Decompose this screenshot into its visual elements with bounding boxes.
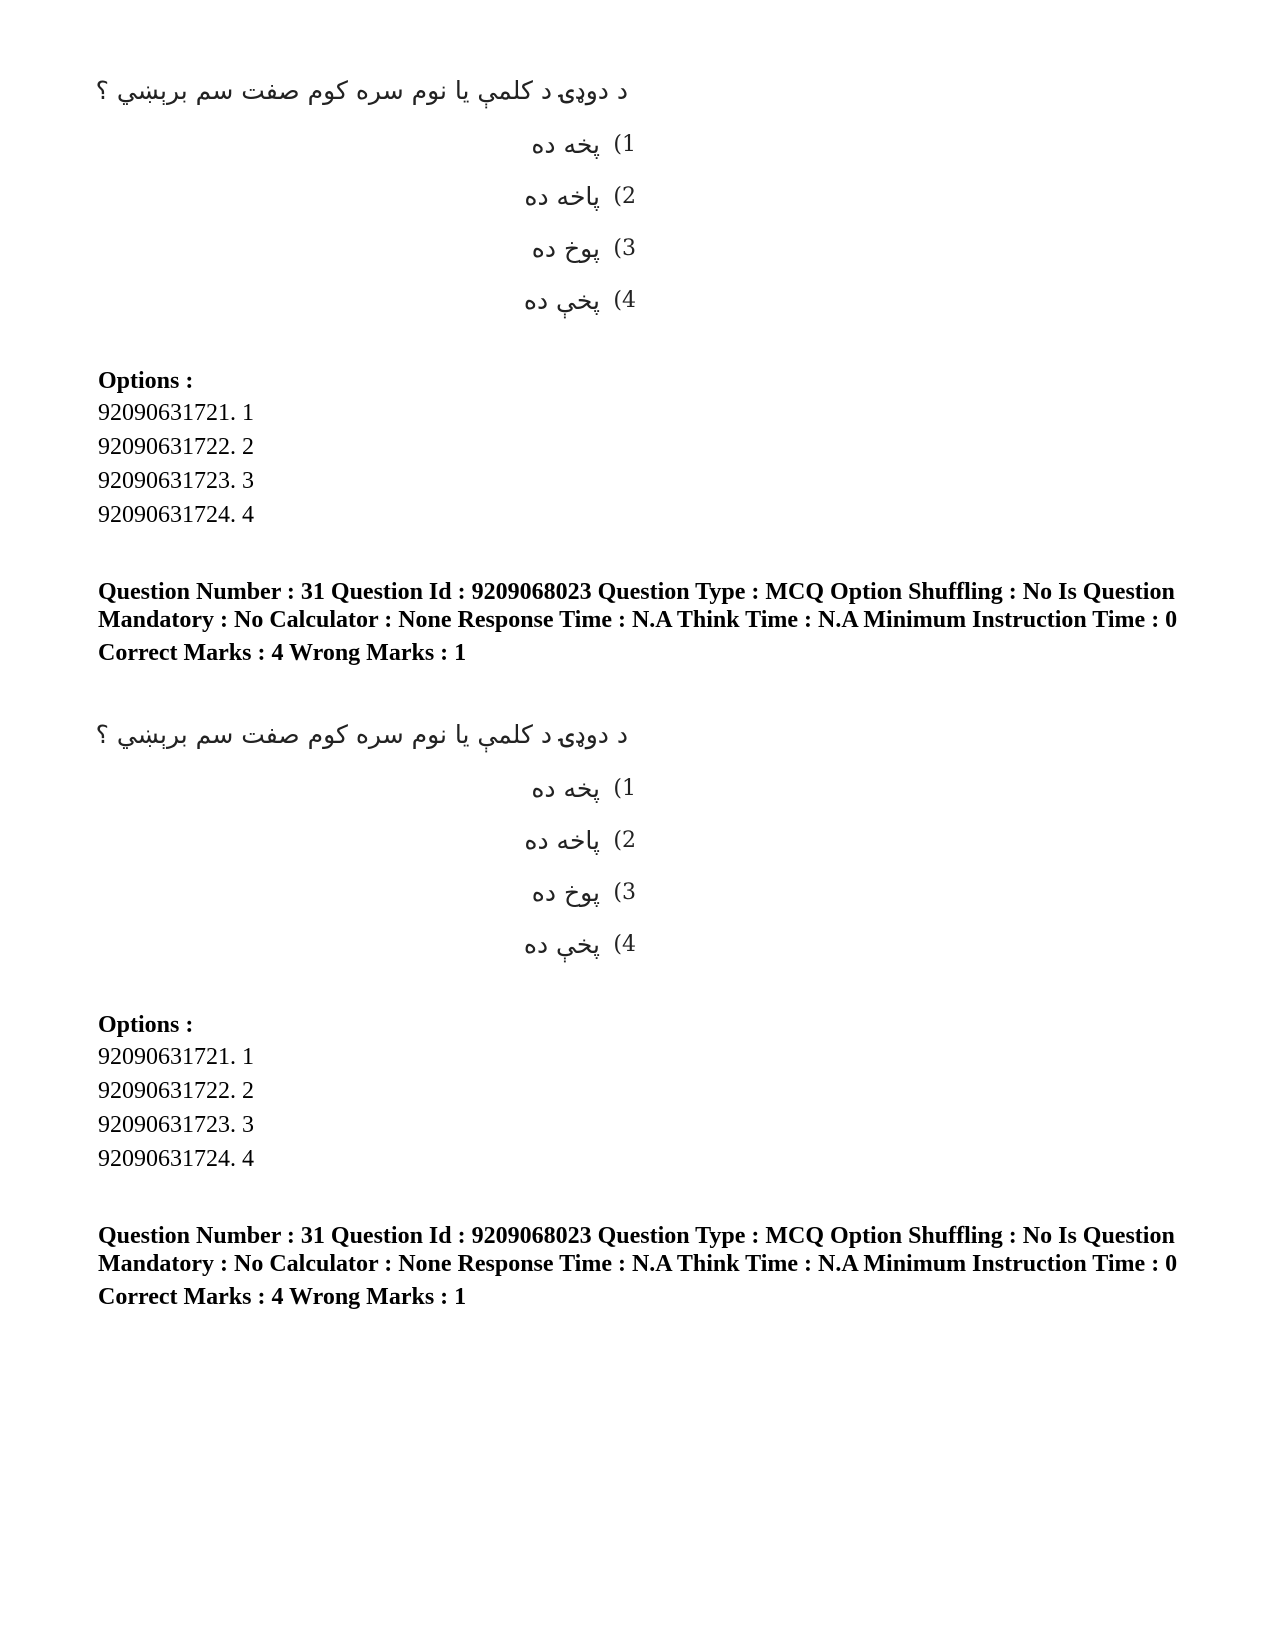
option-item: 92090631722. 2 (98, 434, 254, 460)
options-section (98, 1010, 1178, 1176)
question-choice (408, 286, 640, 326)
question-image (95, 720, 638, 990)
options-section (98, 366, 1178, 532)
choice-text: پوخ ده (531, 878, 600, 907)
choice-number: (1 (613, 132, 636, 157)
choice-number: (4 (613, 932, 636, 957)
question-meta-section (98, 1222, 1178, 1312)
question-choice (408, 130, 640, 170)
choice-number: (1 (613, 776, 636, 801)
question-marks: Correct Marks : 4 Wrong Marks : 1 (98, 640, 467, 666)
question-meta-section (98, 578, 1178, 668)
options-label: Options : (98, 1012, 194, 1038)
choice-text: پوخ ده (531, 234, 600, 263)
options-label: Options : (98, 368, 194, 394)
choice-text: پاخه ده (524, 826, 600, 855)
question-choice (408, 182, 640, 222)
option-item: 92090631721. 1 (98, 400, 254, 426)
question-choice (408, 234, 640, 274)
option-item: 92090631723. 3 (98, 468, 254, 494)
choice-number: (2 (613, 828, 636, 853)
question-choice (408, 878, 640, 918)
question-choice (408, 826, 640, 866)
question-stem: د دوډۍ د کلمې یا نوم سره کوم صفت سم برېښي ؟ (95, 76, 628, 105)
choice-text: پاخه ده (524, 182, 600, 211)
choice-text: پخې ده (523, 930, 600, 959)
option-item: 92090631724. 4 (98, 502, 254, 528)
choice-text: پخې ده (523, 286, 600, 315)
choice-text: پخه ده (531, 130, 600, 159)
option-item: 92090631721. 1 (98, 1044, 254, 1070)
choice-number: (4 (613, 288, 636, 313)
question-meta: Question Number : 31 Question Id : 9209068023 Question Type : MCQ Option Shuffling : No Is Question Mandatory : No Calculator : None Response Time : N.A Think Time : N.A Minimum Instruction Time : 0 (98, 579, 1178, 633)
question-image (95, 76, 638, 346)
choice-number: (2 (613, 184, 636, 209)
option-item: 92090631723. 3 (98, 1112, 254, 1138)
option-item: 92090631722. 2 (98, 1078, 254, 1104)
question-stem: د دوډۍ د کلمې یا نوم سره کوم صفت سم برېښي ؟ (95, 720, 628, 749)
question-meta: Question Number : 31 Question Id : 9209068023 Question Type : MCQ Option Shuffling : No Is Question Mandatory : No Calculator : None Response Time : N.A Think Time : N.A Minimum Instruction Time : 0 (98, 1223, 1178, 1277)
question-choice (408, 930, 640, 970)
choice-number: (3 (613, 880, 636, 905)
question-marks: Correct Marks : 4 Wrong Marks : 1 (98, 1284, 467, 1310)
option-item: 92090631724. 4 (98, 1146, 254, 1172)
choice-number: (3 (613, 236, 636, 261)
choice-text: پخه ده (531, 774, 600, 803)
question-choice (408, 774, 640, 814)
